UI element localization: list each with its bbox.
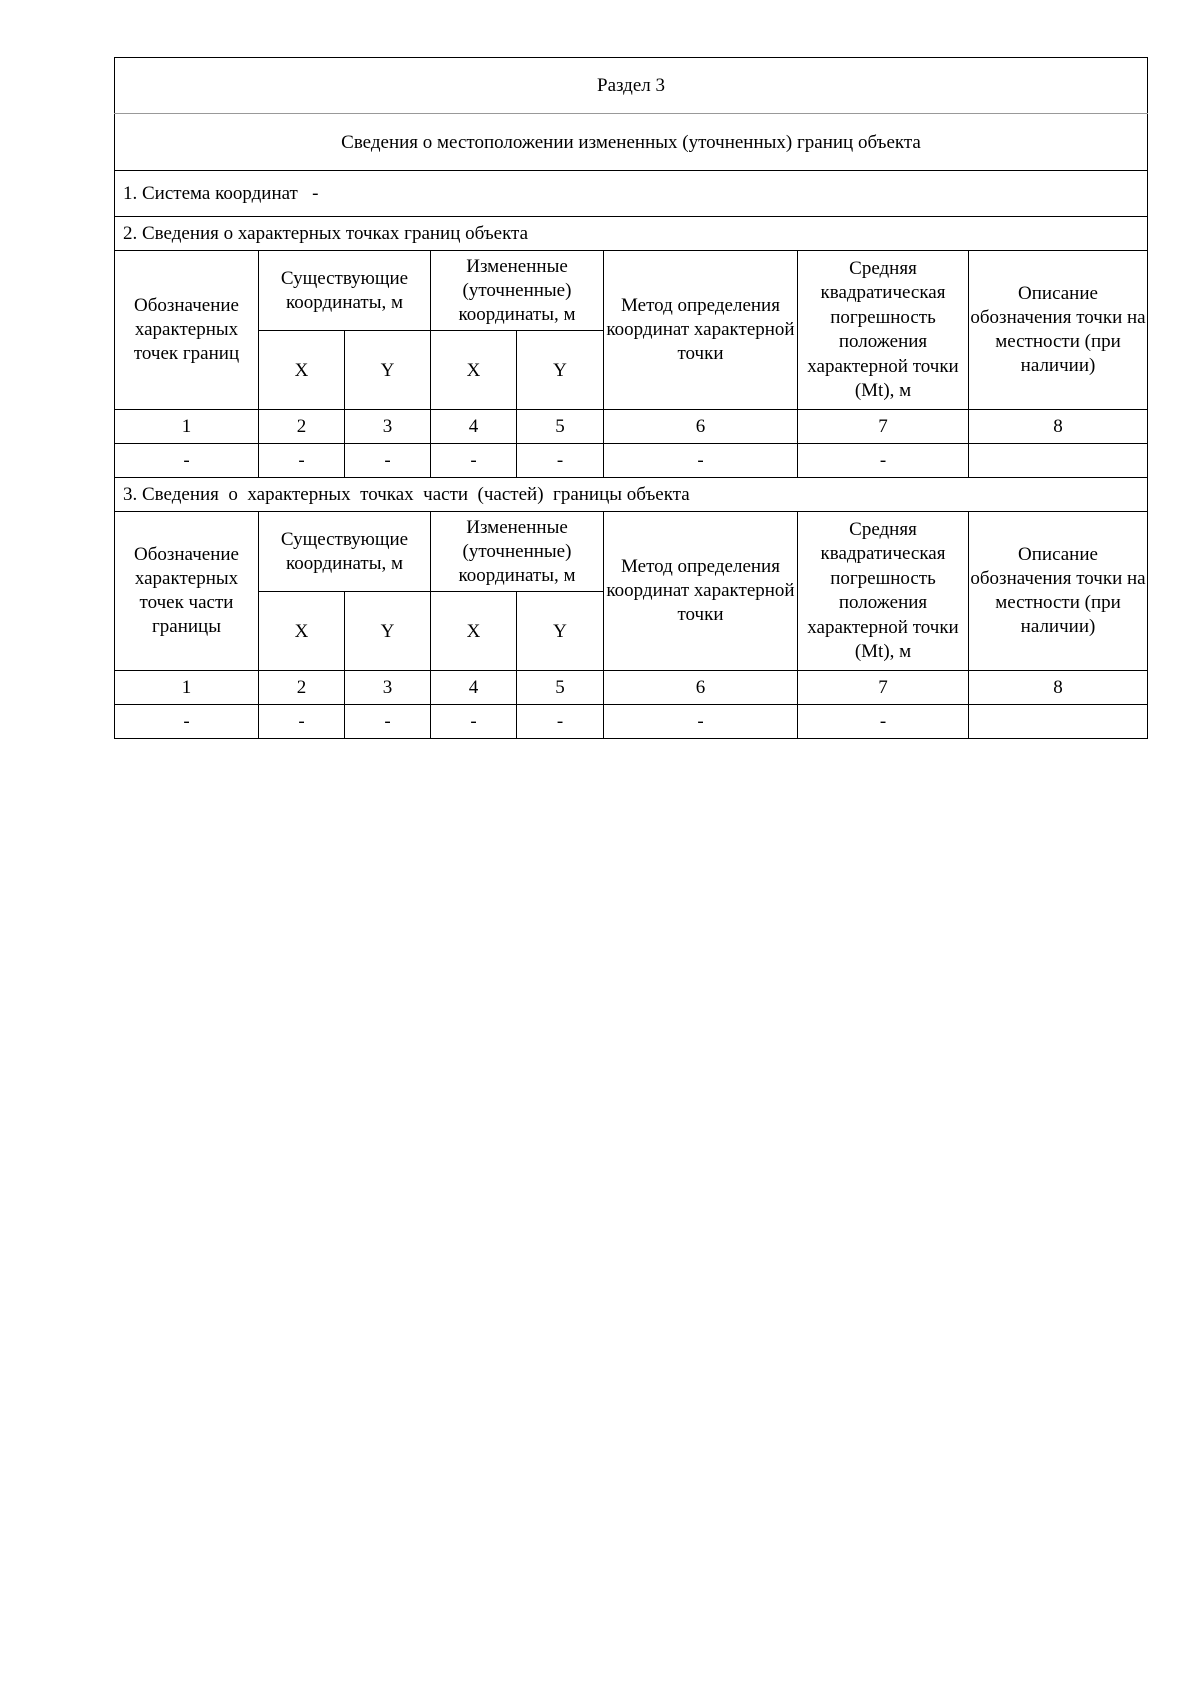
part-points-table-caption: 3. Сведения о характерных точках части (частей) границы объекта bbox=[115, 478, 1148, 512]
header-designation: Обозначение характерных точек границ bbox=[115, 251, 259, 410]
column-number: 2 bbox=[259, 671, 345, 705]
column-number: 3 bbox=[345, 671, 431, 705]
coordinate-system-value: - bbox=[312, 183, 319, 204]
header-changed-x-part: X bbox=[431, 592, 517, 671]
table-cell: - bbox=[259, 444, 345, 478]
column-number: 8 bbox=[969, 410, 1148, 444]
header-changed-coords: Измененные (уточненные) координаты, м bbox=[431, 251, 604, 331]
header-method: Метод определения координат характерной точки bbox=[604, 251, 798, 410]
section-3-sheet bbox=[114, 57, 1147, 739]
table-cell: - bbox=[115, 444, 259, 478]
table-cell: - bbox=[431, 444, 517, 478]
table-cell: - bbox=[604, 705, 798, 739]
table-cell: - bbox=[345, 444, 431, 478]
column-number: 5 bbox=[517, 671, 604, 705]
column-number: 7 bbox=[798, 671, 969, 705]
points-table-caption: 2. Сведения о характерных точках границ объекта bbox=[115, 217, 1148, 251]
header-changed-y-part: Y bbox=[517, 592, 604, 671]
table-row bbox=[115, 705, 1148, 739]
coordinate-system-label: 1. Система координат bbox=[123, 183, 298, 204]
column-numbers-row-part bbox=[115, 671, 1148, 705]
column-number: 1 bbox=[115, 410, 259, 444]
table-cell: - bbox=[115, 705, 259, 739]
table-cell bbox=[969, 705, 1148, 739]
header-changed-x: X bbox=[431, 331, 517, 410]
table-cell: - bbox=[345, 705, 431, 739]
table-cell: - bbox=[259, 705, 345, 739]
header-existing-y-part: Y bbox=[345, 592, 431, 671]
header-existing-y: Y bbox=[345, 331, 431, 410]
column-number: 4 bbox=[431, 410, 517, 444]
header-method-part: Метод определения координат характерной точки bbox=[604, 512, 798, 671]
column-numbers-row bbox=[115, 410, 1148, 444]
header-existing-coords-part: Существующие координаты, м bbox=[259, 512, 431, 592]
header-changed-y: Y bbox=[517, 331, 604, 410]
table-cell: - bbox=[517, 444, 604, 478]
header-description: Описание обозначения точки на местности (при наличии) bbox=[969, 251, 1148, 410]
column-number: 6 bbox=[604, 410, 798, 444]
coordinate-system-row bbox=[115, 171, 1148, 217]
column-number: 1 bbox=[115, 671, 259, 705]
header-existing-x: X bbox=[259, 331, 345, 410]
header-changed-coords-part: Измененные (уточненные) координаты, м bbox=[431, 512, 604, 592]
header-existing-coords: Существующие координаты, м bbox=[259, 251, 431, 331]
table-cell bbox=[969, 444, 1148, 478]
table-cell: - bbox=[798, 705, 969, 739]
header-description-part: Описание обозначения точки на местности (при наличии) bbox=[969, 512, 1148, 671]
table-cell: - bbox=[517, 705, 604, 739]
section-subtitle: Сведения о местоположении измененных (уточненных) границ объекта bbox=[115, 114, 1148, 171]
section-3-table bbox=[114, 57, 1148, 739]
header-designation-part: Обозначение характерных точек части границы bbox=[115, 512, 259, 671]
column-number: 8 bbox=[969, 671, 1148, 705]
header-existing-x-part: X bbox=[259, 592, 345, 671]
table-row bbox=[115, 444, 1148, 478]
table-cell: - bbox=[431, 705, 517, 739]
section-title: Раздел 3 bbox=[115, 58, 1148, 114]
column-number: 3 bbox=[345, 410, 431, 444]
column-number: 2 bbox=[259, 410, 345, 444]
column-number: 4 bbox=[431, 671, 517, 705]
column-number: 7 bbox=[798, 410, 969, 444]
header-error: Средняя квадратическая погрешность положения характерной точки (Mt), м bbox=[798, 251, 969, 410]
column-number: 6 bbox=[604, 671, 798, 705]
table-cell: - bbox=[604, 444, 798, 478]
column-number: 5 bbox=[517, 410, 604, 444]
table-cell: - bbox=[798, 444, 969, 478]
header-error-part: Средняя квадратическая погрешность положения характерной точки (Mt), м bbox=[798, 512, 969, 671]
